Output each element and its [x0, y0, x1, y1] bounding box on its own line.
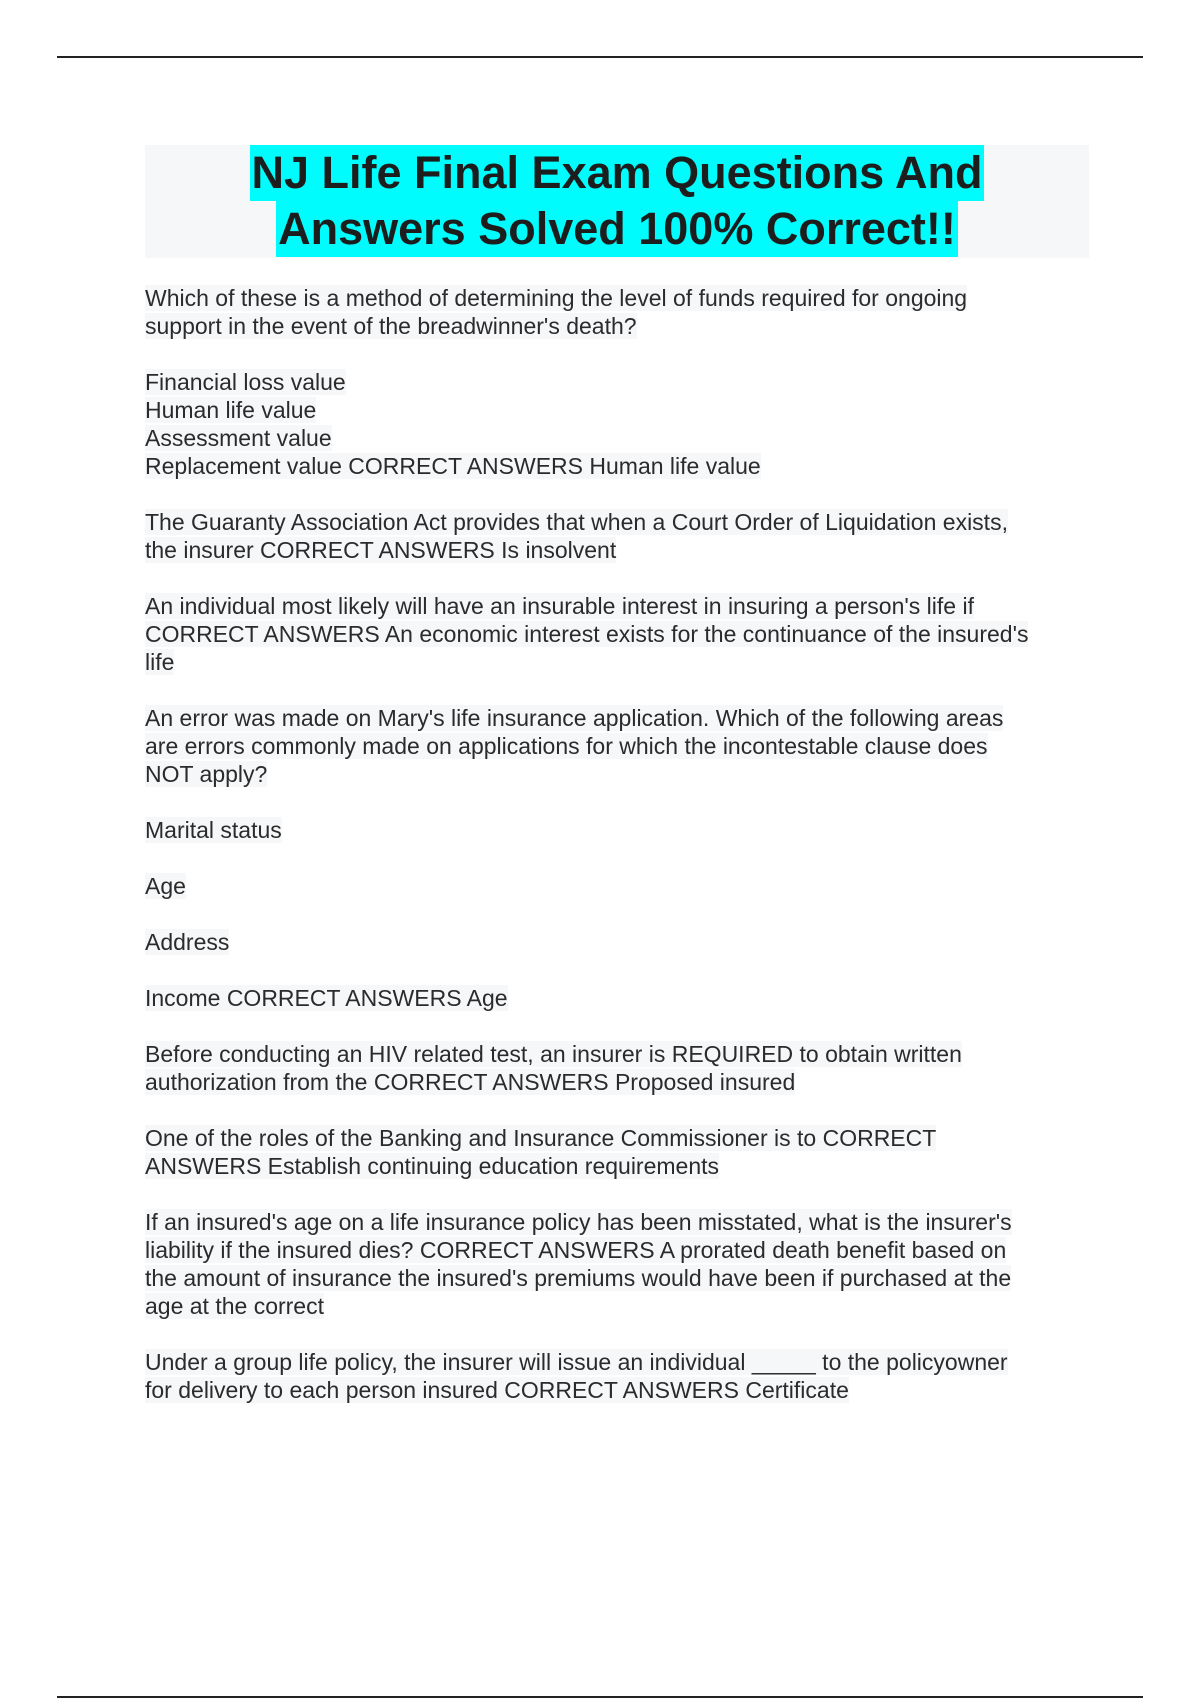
text-line — [145, 424, 1089, 452]
qa-paragraph — [145, 1348, 1089, 1404]
qa-paragraph — [145, 1124, 1089, 1180]
text-line-content: Before conducting an HIV related test, an insurer is REQUIRED to obtain written — [145, 1041, 962, 1067]
text-line-content: If an insured's age on a life insurance policy has been misstated, what is the insurer's — [145, 1209, 1012, 1235]
text-line — [145, 508, 1089, 536]
text-line-content: age at the correct — [145, 1293, 324, 1319]
qa-paragraph — [145, 928, 1089, 956]
text-line-content: the amount of insurance the insured's premiums would have been if purchased at the — [145, 1265, 1012, 1291]
text-line-content: Age — [145, 873, 186, 899]
text-line — [145, 704, 1089, 732]
text-line-content: NOT apply? — [145, 761, 268, 787]
text-line — [145, 1208, 1089, 1236]
text-line — [145, 816, 1089, 844]
text-line-content: One of the roles of the Banking and Insurance Commissioner is to CORRECT — [145, 1125, 937, 1151]
text-line — [145, 592, 1089, 620]
text-line — [145, 396, 1089, 424]
qa-paragraph — [145, 284, 1089, 340]
text-line — [145, 536, 1089, 564]
text-line-content: Which of these is a method of determining the level of funds required for ongoing — [145, 285, 968, 311]
qa-paragraph — [145, 508, 1089, 564]
text-line — [145, 872, 1089, 900]
text-line-content: Marital status — [145, 817, 282, 843]
text-line-content: for delivery to each person insured CORRECT ANSWERS Certificate — [145, 1377, 849, 1403]
text-line — [145, 1068, 1089, 1096]
text-line — [145, 368, 1089, 396]
text-line — [145, 620, 1089, 648]
text-line — [145, 732, 1089, 760]
text-line — [145, 1348, 1089, 1376]
text-line — [145, 984, 1089, 1012]
text-line — [145, 1264, 1089, 1292]
bottom-rule — [57, 1696, 1143, 1698]
qa-paragraph — [145, 984, 1089, 1012]
text-line — [145, 1124, 1089, 1152]
text-line-content: The Guaranty Association Act provides that when a Court Order of Liquidation exists, — [145, 509, 1008, 535]
qa-paragraph — [145, 816, 1089, 844]
text-line — [145, 1152, 1089, 1180]
text-line-content: Under a group life policy, the insurer will issue an individual _____ to the policyowner — [145, 1349, 1008, 1375]
qa-paragraph — [145, 704, 1089, 788]
text-line — [145, 1040, 1089, 1068]
text-line-content: support in the event of the breadwinner's death? — [145, 313, 637, 339]
text-line-content: An individual most likely will have an insurable interest in insuring a person's life if — [145, 593, 974, 619]
text-line — [145, 760, 1089, 788]
qa-paragraph — [145, 592, 1089, 676]
title-line-2: Answers Solved 100% Correct!! — [276, 201, 958, 257]
text-line — [145, 1236, 1089, 1264]
text-line-content: Replacement value CORRECT ANSWERS Human life value — [145, 453, 761, 479]
text-line-content: life — [145, 649, 175, 675]
title-line-1: NJ Life Final Exam Questions And — [250, 145, 985, 201]
text-line-content: ANSWERS Establish continuing education requirements — [145, 1153, 720, 1179]
qa-paragraph — [145, 872, 1089, 900]
text-line — [145, 452, 1089, 480]
text-line-content: authorization from the CORRECT ANSWERS Proposed insured — [145, 1069, 796, 1095]
text-line — [145, 648, 1089, 676]
page-title — [145, 145, 1089, 258]
text-line-content: Income CORRECT ANSWERS Age — [145, 985, 508, 1011]
document-body — [145, 284, 1089, 1432]
text-line-content: Assessment value — [145, 425, 332, 451]
text-line-content: An error was made on Mary's life insurance application. Which of the following areas — [145, 705, 1004, 731]
text-line — [145, 284, 1089, 312]
text-line — [145, 312, 1089, 340]
text-line — [145, 1376, 1089, 1404]
text-line-content: Financial loss value — [145, 369, 346, 395]
text-line-content: liability if the insured dies? CORRECT ANSWERS A prorated death benefit based on — [145, 1237, 1007, 1263]
text-line — [145, 1292, 1089, 1320]
text-line-content: are errors commonly made on applications for which the incontestable clause does — [145, 733, 988, 759]
top-rule — [57, 56, 1143, 58]
qa-paragraph — [145, 1208, 1089, 1320]
qa-paragraph — [145, 1040, 1089, 1096]
text-line-content: the insurer CORRECT ANSWERS Is insolvent — [145, 537, 617, 563]
text-line-content: Human life value — [145, 397, 317, 423]
text-line-content: CORRECT ANSWERS An economic interest exists for the continuance of the insured's — [145, 621, 1029, 647]
qa-paragraph — [145, 368, 1089, 480]
text-line — [145, 928, 1089, 956]
text-line-content: Address — [145, 929, 230, 955]
